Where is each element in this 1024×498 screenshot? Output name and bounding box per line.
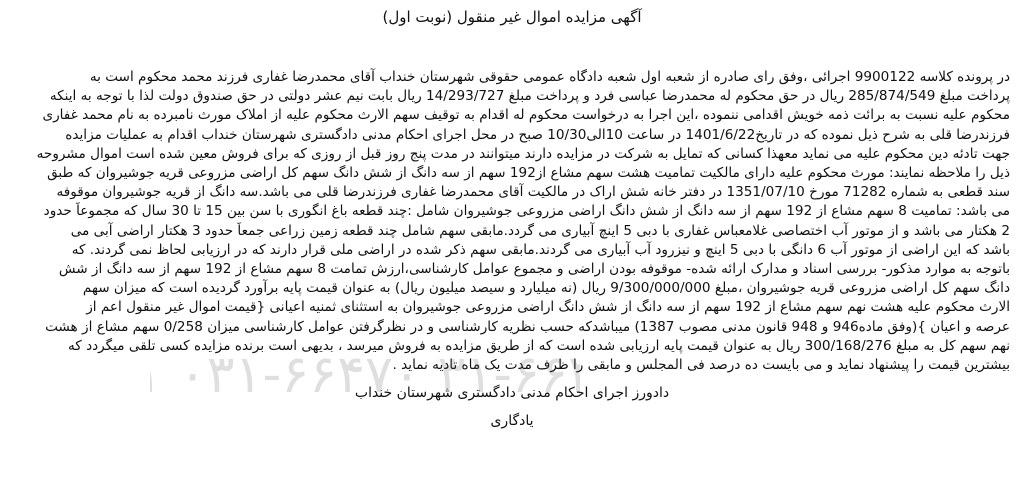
notice-body (12, 68, 1012, 375)
signature-line: دادورز اجرای احکام مدنی دادگستری شهرستان خنداب (354, 385, 670, 402)
body-line: دانگ سهم کل اراضی مزروعی قریه جوشیروان ،مبلغ 9/300/000/000 ریال (نه میلیارد و سیصد میلیون ریال) به عنوان قیمت پایه برآورد گردیده است که میزان سهم (82, 280, 1010, 297)
body-line: بیشترین قیمت را پیشنهاد نماید و می بایست ده درصد فی المجلس و مابقی را ظرف مدت یک ماه تادیه نماید . (392, 357, 1010, 374)
body-line: محکوم علیه نسبت به برائت ذمه خویش اقدامی ننموده ،این اجرا به درخواست محکوم له اقدام به توقیف سهم الارث محکوم علیه از املاک مورث نامبرده به نام محمد غفاری (42, 107, 1010, 124)
body-line: 2 هکتار می باشد و از موتور آب اختصاصی غلامعباس غفاری با دبی 5 اینچ آبیاری می گردد.مابقی سهم شامل چند قطعه زمین زراعی جمعاً حدود 3 هکتار اراضی آبی می (70, 222, 1010, 239)
body-line: الارث محکوم علیه هشت نهم سهم مشاع از 192 سهم از سه دانگ از شش دانگ اراضی مزروعی جوشیروان به استثنای ثمنیه اعیانی {قیمت اموال غیر منقول اعم از (86, 299, 1010, 316)
body-line: جهت تادئه دین محکوم علیه می نماید معهذا کسانی که تمایل به شرکت در مزایده دارند میتوانند در مدت پنج روز قبل از روزی که برای فروش معین شده است اموال مشروحه (36, 145, 1010, 162)
notice-title: آگهی مزایده اموال غیر منقول (نوبت اول) (382, 8, 642, 26)
body-line: می باشد: تمامیت 8 سهم مشاع از 192 سهم از سه دانگ از شش دانگ اراضی مزروعی جوشیروان شامل :چند قطعه باغ انگوری با سن بین 15 تا 30 سال که مجموعاً حدود (43, 203, 1010, 220)
body-line: در پرونده کلاسه 9900122 اجرائی ،وفق رای صادره از شعبه اول شعبه دادگاه عمومی حقوقی شهرستان خنداب آقای محمدرضا غفاری فرزند محمد محکوم است به (89, 69, 1010, 85)
body-line: باتوجه به موارد مذکور- بررسی اسناد و مدارک ارائه شده- موقوفه بودن اراضی و مجموع عوامل کارشناسی،ارزش تمامت 8 سهم مشاع از 192 سهم از سه دانگ از شش (58, 261, 1010, 278)
body-line: ذیل را ملاحظه نمایند: مورث محکوم علیه دارای مالکیت تمامیت هشت سهم مشاع از192 سهم از سه دانگ از شش دانگ سهم کل اراضی مزروعی قریه جوشیروان که طبق (47, 165, 1010, 182)
body-line: نهم سهم کل به مبلغ 300/168/276 ریال به عنوان قیمت پایه ارزیابی شده است که از طریق مزایده به فروش میرسد ، بدیهی است برنده مزایده کسی تلقی میگردد که (67, 337, 1010, 354)
body-line: عرصه و اعیان }(وفق ماده946 و 948 قانون مدنی مصوب 1387) میباشدکه حسب نظریه کارشناسی و در نظرگرفتن عوامل کارشناسی میزان 0/258 سهم مشاع از هشت (45, 318, 1010, 335)
body-line: فرزندرضا قلی به شرح ذیل نموده که در تاریخ1401/6/22 در ساعت 10الی10/30 صبح در محل اجرای احکام مدنی دادگستری شهرستان خنداب اقدام به عملیات مزایده (65, 126, 1010, 143)
body-line: سند قطعی به شماره 71282 مورخ 1351/07/10 در دفتر خانه شش اراک در مالکیت آقای محمدرضا غفاری فرزندرضا قلی می باشد.سه دانگ از قریه جوشیروان موقوفه (56, 184, 1010, 201)
body-line: پرداخت مبلغ 285/874/549 ریال در حق محکوم له محمدرضا عباسی فرد و پرداخت مبلغ 14/293/727 ریال بابت نیم عشر دولتی در حق صندوق دولت لذا با توجه به اینکه (49, 88, 1010, 105)
footer-name: یادگاری (490, 413, 534, 430)
watermark-text: ۳۱-۶۶ ۰۳۱-۶۶۴۷۰ (178, 345, 568, 405)
body-line: باشد که این اراضی از موتور آب 6 دانگی با دبی 5 اینچ و نیزرود آب آبیاری می گردند.مابقی سهم ذکر شده در اراضی ملی قرار دارند که در ارزیابی لحاظ نمی گردند. که (71, 241, 1010, 258)
